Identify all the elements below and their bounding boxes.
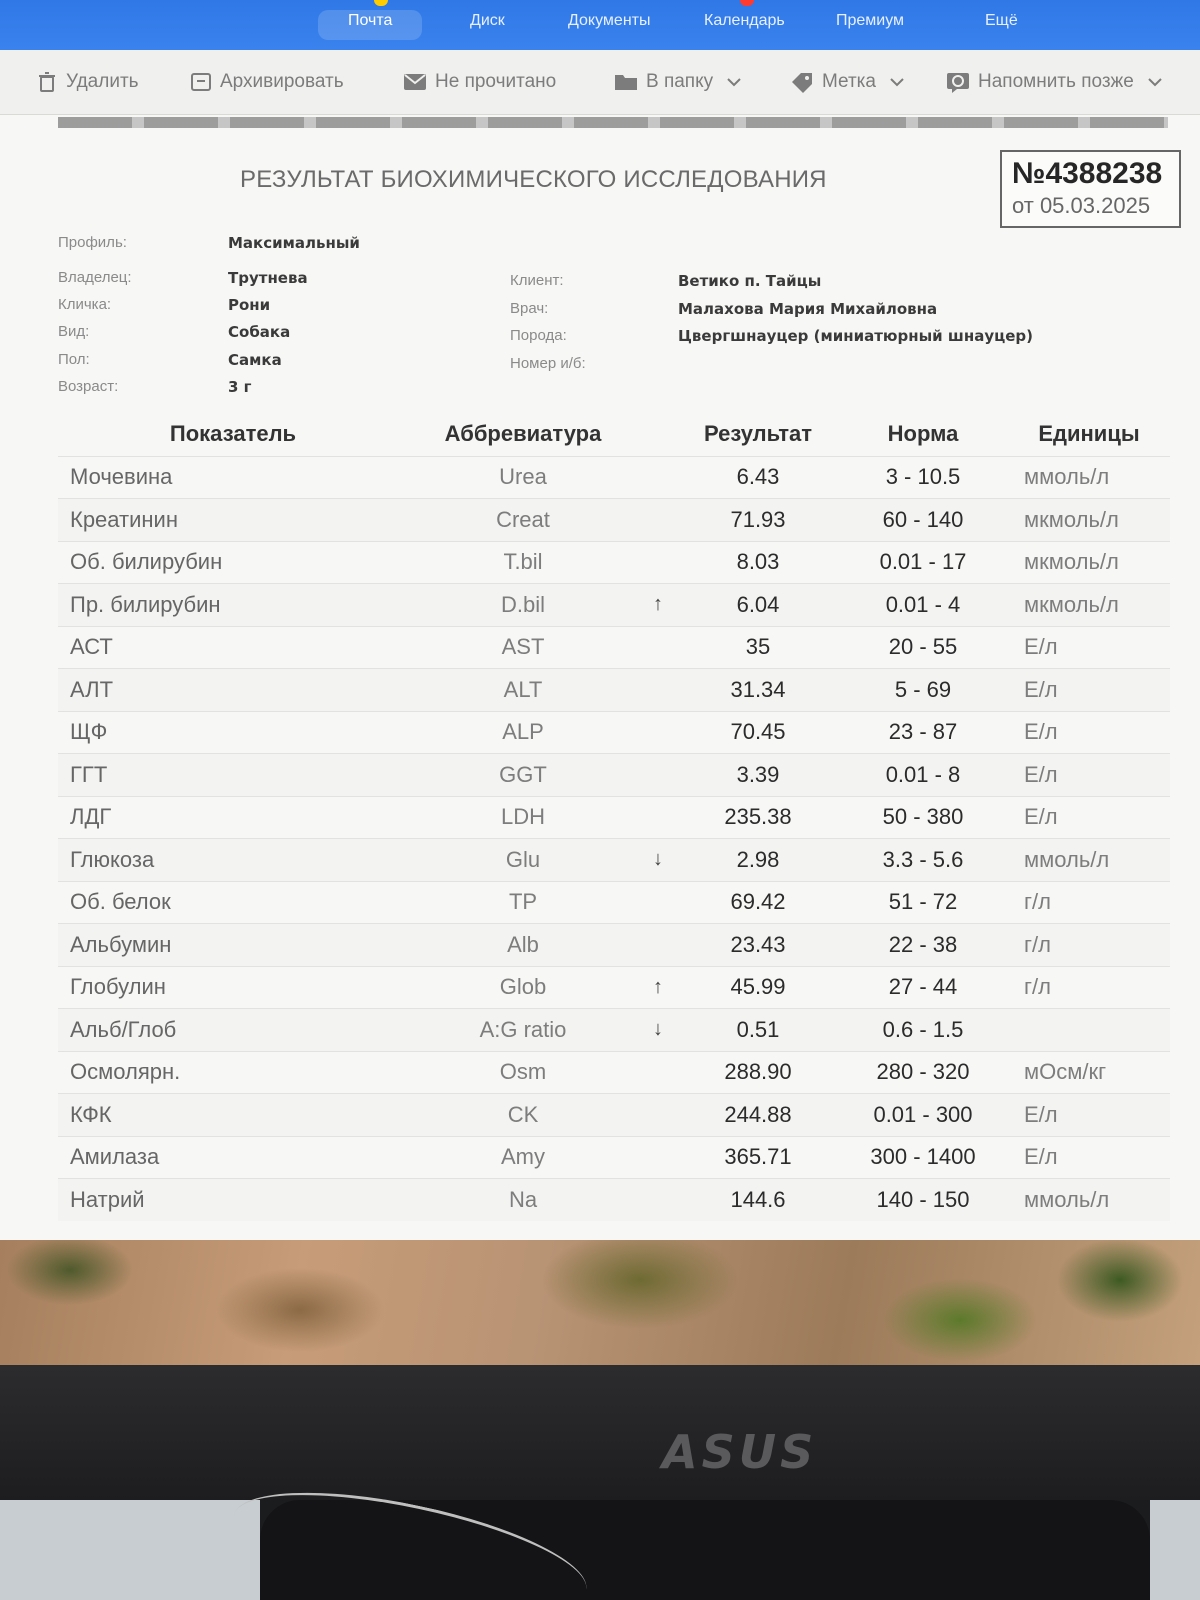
norm-range: 0.01 - 4 bbox=[838, 584, 1008, 627]
unit: Е/л bbox=[1008, 669, 1170, 712]
norm-range: 27 - 44 bbox=[838, 966, 1008, 1009]
abbreviation: Glu bbox=[408, 839, 638, 882]
indicator-name: Глобулин bbox=[58, 966, 408, 1009]
indicator-name: КФК bbox=[58, 1094, 408, 1137]
unit: мкмоль/л bbox=[1008, 584, 1170, 627]
clock-icon bbox=[946, 71, 970, 93]
unit bbox=[1008, 1009, 1170, 1052]
unit: мкмоль/л bbox=[1008, 541, 1170, 584]
nav-documents-label: Документы bbox=[568, 12, 651, 29]
unit: Е/л bbox=[1008, 796, 1170, 839]
document-title: РЕЗУЛЬТАТ БИОХИМИЧЕСКОГО ИССЛЕДОВАНИЯ bbox=[240, 166, 827, 193]
table-row bbox=[58, 711, 1170, 754]
nav-more[interactable] bbox=[985, 10, 1018, 40]
norm-range: 20 - 55 bbox=[838, 626, 1008, 669]
header-flag bbox=[638, 412, 678, 456]
envelope-icon bbox=[403, 72, 427, 92]
unit: мОсм/кг bbox=[1008, 1051, 1170, 1094]
result-value: 71.93 bbox=[678, 499, 838, 542]
header-abbreviation: Аббревиатура bbox=[444, 420, 602, 446]
folder-icon bbox=[614, 72, 638, 92]
monitor-bezel bbox=[0, 1365, 1200, 1500]
abbreviation: T.bil bbox=[408, 541, 638, 584]
nav-calendar-label: Календарь bbox=[704, 12, 785, 29]
result-value: 45.99 bbox=[678, 966, 838, 1009]
document-number-box bbox=[1000, 150, 1181, 228]
nav-mail-label: Почта bbox=[348, 12, 393, 29]
nav-mail[interactable] bbox=[318, 10, 422, 40]
flag-arrow bbox=[638, 796, 678, 839]
unread-label: Не прочитано bbox=[435, 71, 557, 92]
document-number: №4388238 bbox=[1012, 157, 1163, 190]
flag-arrow bbox=[638, 1179, 678, 1222]
archive-button[interactable] bbox=[190, 68, 344, 96]
nav-disk-label: Диск bbox=[470, 12, 505, 29]
nav-calendar[interactable] bbox=[704, 10, 785, 40]
header-result: Результат bbox=[703, 420, 813, 446]
brand-logo: ASUS bbox=[662, 1425, 818, 1479]
result-value: 35 bbox=[678, 626, 838, 669]
abbreviation: TP bbox=[408, 881, 638, 924]
results-body bbox=[58, 456, 1170, 1221]
indicator-name: ГГТ bbox=[58, 754, 408, 797]
result-value: 31.34 bbox=[678, 669, 838, 712]
result-value: 70.45 bbox=[678, 711, 838, 754]
norm-range: 5 - 69 bbox=[838, 669, 1008, 712]
table-row bbox=[58, 881, 1170, 924]
indicator-name: Альбумин bbox=[58, 924, 408, 967]
norm-range: 0.01 - 300 bbox=[838, 1094, 1008, 1137]
norm-range: 51 - 72 bbox=[838, 881, 1008, 924]
table-row bbox=[58, 1179, 1170, 1222]
result-value: 23.43 bbox=[678, 924, 838, 967]
table-header-row bbox=[58, 412, 1170, 456]
flag-arrow bbox=[638, 499, 678, 542]
client-value: Ветико п. Тайцы bbox=[678, 272, 822, 290]
owner-value: Трутнева bbox=[228, 269, 308, 287]
norm-range: 280 - 320 bbox=[838, 1051, 1008, 1094]
table-row bbox=[58, 1051, 1170, 1094]
indicator-name: Об. билирубин bbox=[58, 541, 408, 584]
abbreviation: Na bbox=[408, 1179, 638, 1222]
decorative-strip bbox=[58, 117, 1168, 128]
unit: Е/л bbox=[1008, 1094, 1170, 1137]
table-row bbox=[58, 456, 1170, 499]
calendar-icon bbox=[740, 0, 754, 6]
indicator-name: Пр. билирубин bbox=[58, 584, 408, 627]
flag-arrow bbox=[638, 711, 678, 754]
desktop-wallpaper bbox=[0, 1240, 1200, 1365]
flag-arrow bbox=[638, 754, 678, 797]
result-value: 144.6 bbox=[678, 1179, 838, 1222]
result-value: 235.38 bbox=[678, 796, 838, 839]
doctor-value: Малахова Мария Михайловна bbox=[678, 300, 938, 318]
flag-arrow bbox=[638, 669, 678, 712]
tag-icon bbox=[790, 71, 814, 93]
flag-arrow: ↑ bbox=[638, 584, 678, 627]
norm-range: 140 - 150 bbox=[838, 1179, 1008, 1222]
flag-arrow bbox=[638, 924, 678, 967]
table-row bbox=[58, 1094, 1170, 1137]
result-value: 288.90 bbox=[678, 1051, 838, 1094]
unit: ммоль/л bbox=[1008, 1179, 1170, 1222]
age-value: 3 г bbox=[228, 378, 252, 396]
move-to-folder-button[interactable] bbox=[614, 68, 741, 96]
table-row bbox=[58, 839, 1170, 882]
table-row bbox=[58, 669, 1170, 712]
chevron-down-icon bbox=[1148, 77, 1162, 87]
table-row bbox=[58, 966, 1170, 1009]
indicator-name: АСТ bbox=[58, 626, 408, 669]
desk-surface bbox=[0, 1500, 260, 1600]
norm-range: 23 - 87 bbox=[838, 711, 1008, 754]
abbreviation: Creat bbox=[408, 499, 638, 542]
flag-arrow bbox=[638, 881, 678, 924]
abbreviation: ALT bbox=[408, 669, 638, 712]
indicator-name: Креатинин bbox=[58, 499, 408, 542]
header-indicator: Показатель bbox=[169, 420, 297, 446]
result-value: 6.43 bbox=[678, 456, 838, 499]
flag-arrow bbox=[638, 1136, 678, 1179]
flag-arrow bbox=[638, 1051, 678, 1094]
remind-label: Напомнить позже bbox=[978, 71, 1134, 92]
pet-name-value: Рони bbox=[228, 296, 271, 314]
abbreviation: Urea bbox=[408, 456, 638, 499]
unit: ммоль/л bbox=[1008, 839, 1170, 882]
indicator-name: ЩФ bbox=[58, 711, 408, 754]
table-row bbox=[58, 626, 1170, 669]
owner-label: Владелец: bbox=[58, 269, 132, 286]
norm-range: 50 - 380 bbox=[838, 796, 1008, 839]
archive-icon bbox=[190, 71, 212, 93]
norm-range: 60 - 140 bbox=[838, 499, 1008, 542]
unit: мкмоль/л bbox=[1008, 499, 1170, 542]
indicator-name: Глюкоза bbox=[58, 839, 408, 882]
flag-arrow: ↑ bbox=[638, 966, 678, 1009]
nav-disk[interactable] bbox=[470, 10, 505, 40]
indicator-name: Мочевина bbox=[58, 456, 408, 499]
result-value: 3.39 bbox=[678, 754, 838, 797]
flag-arrow bbox=[638, 626, 678, 669]
indicator-name: АЛТ bbox=[58, 669, 408, 712]
desk-surface bbox=[1150, 1500, 1200, 1600]
tag-label: Метка bbox=[822, 71, 876, 92]
folder-label: В папку bbox=[646, 71, 714, 92]
unit: г/л bbox=[1008, 881, 1170, 924]
indicator-name: Натрий bbox=[58, 1179, 408, 1222]
archive-label: Архивировать bbox=[220, 71, 344, 92]
client-label: Клиент: bbox=[510, 272, 564, 289]
abbreviation: D.bil bbox=[408, 584, 638, 627]
delete-button[interactable] bbox=[36, 68, 139, 96]
species-label: Вид: bbox=[58, 323, 90, 340]
mail-icon bbox=[374, 0, 388, 6]
nav-more-label: Ещё bbox=[985, 12, 1018, 29]
result-value: 0.51 bbox=[678, 1009, 838, 1052]
tag-button[interactable] bbox=[790, 68, 904, 96]
table-row bbox=[58, 1009, 1170, 1052]
result-value: 69.42 bbox=[678, 881, 838, 924]
result-value: 244.88 bbox=[678, 1094, 838, 1137]
table-row bbox=[58, 796, 1170, 839]
nav-premium-label: Премиум bbox=[836, 12, 905, 29]
table-row bbox=[58, 1136, 1170, 1179]
chevron-down-icon bbox=[890, 77, 904, 87]
abbreviation: Alb bbox=[408, 924, 638, 967]
norm-range: 0.01 - 17 bbox=[838, 541, 1008, 584]
abbreviation: ALP bbox=[408, 711, 638, 754]
unit: г/л bbox=[1008, 966, 1170, 1009]
profile-value: Максимальный bbox=[228, 234, 360, 252]
record-number-label: Номер и/б: bbox=[510, 355, 586, 372]
header-units: Единицы bbox=[1038, 420, 1140, 446]
doctor-label: Врач: bbox=[510, 300, 549, 317]
flag-arrow bbox=[638, 541, 678, 584]
indicator-name: Альб/Глоб bbox=[58, 1009, 408, 1052]
breed-label: Порода: bbox=[510, 327, 567, 344]
nav-documents[interactable] bbox=[568, 10, 650, 40]
table-row bbox=[58, 541, 1170, 584]
nav-premium[interactable] bbox=[836, 10, 904, 40]
indicator-name: ЛДГ bbox=[58, 796, 408, 839]
flag-arrow bbox=[638, 1094, 678, 1137]
pet-name-label: Кличка: bbox=[58, 296, 112, 313]
remind-later-button[interactable] bbox=[946, 68, 1162, 96]
abbreviation: A:G ratio bbox=[408, 1009, 638, 1052]
abbreviation: GGT bbox=[408, 754, 638, 797]
sex-label: Пол: bbox=[58, 351, 90, 368]
result-value: 365.71 bbox=[678, 1136, 838, 1179]
results-table bbox=[58, 412, 1170, 1221]
result-value: 8.03 bbox=[678, 541, 838, 584]
document-date: от 05.03.2025 bbox=[1012, 193, 1151, 218]
norm-range: 22 - 38 bbox=[838, 924, 1008, 967]
flag-arrow: ↓ bbox=[638, 839, 678, 882]
table-row bbox=[58, 754, 1170, 797]
result-value: 2.98 bbox=[678, 839, 838, 882]
unit: Е/л bbox=[1008, 626, 1170, 669]
table-row bbox=[58, 924, 1170, 967]
flag-arrow: ↓ bbox=[638, 1009, 678, 1052]
norm-range: 0.6 - 1.5 bbox=[838, 1009, 1008, 1052]
norm-range: 300 - 1400 bbox=[838, 1136, 1008, 1179]
unit: Е/л bbox=[1008, 711, 1170, 754]
result-value: 6.04 bbox=[678, 584, 838, 627]
species-value: Собака bbox=[228, 323, 291, 341]
indicator-name: Об. белок bbox=[58, 881, 408, 924]
unit: Е/л bbox=[1008, 1136, 1170, 1179]
abbreviation: AST bbox=[408, 626, 638, 669]
trash-icon bbox=[36, 71, 58, 93]
profile-label: Профиль: bbox=[58, 234, 127, 251]
unit: г/л bbox=[1008, 924, 1170, 967]
norm-range: 0.01 - 8 bbox=[838, 754, 1008, 797]
abbreviation: CK bbox=[408, 1094, 638, 1137]
age-label: Возраст: bbox=[58, 378, 119, 395]
table-row bbox=[58, 499, 1170, 542]
indicator-name: Амилаза bbox=[58, 1136, 408, 1179]
mark-unread-button[interactable] bbox=[403, 68, 556, 96]
abbreviation: Amy bbox=[408, 1136, 638, 1179]
top-nav bbox=[0, 0, 1200, 50]
abbreviation: Glob bbox=[408, 966, 638, 1009]
table-row bbox=[58, 584, 1170, 627]
sex-value: Самка bbox=[228, 351, 282, 369]
unit: Е/л bbox=[1008, 754, 1170, 797]
delete-label: Удалить bbox=[66, 71, 139, 92]
chevron-down-icon bbox=[727, 77, 741, 87]
mail-toolbar bbox=[0, 50, 1200, 115]
abbreviation: Osm bbox=[408, 1051, 638, 1094]
flag-arrow bbox=[638, 456, 678, 499]
breed-value: Цвергшнауцер (миниатюрный шнауцер) bbox=[678, 327, 1033, 345]
norm-range: 3 - 10.5 bbox=[838, 456, 1008, 499]
abbreviation: LDH bbox=[408, 796, 638, 839]
indicator-name: Осмолярн. bbox=[58, 1051, 408, 1094]
unit: ммоль/л bbox=[1008, 456, 1170, 499]
norm-range: 3.3 - 5.6 bbox=[838, 839, 1008, 882]
header-norm: Норма bbox=[887, 420, 959, 446]
